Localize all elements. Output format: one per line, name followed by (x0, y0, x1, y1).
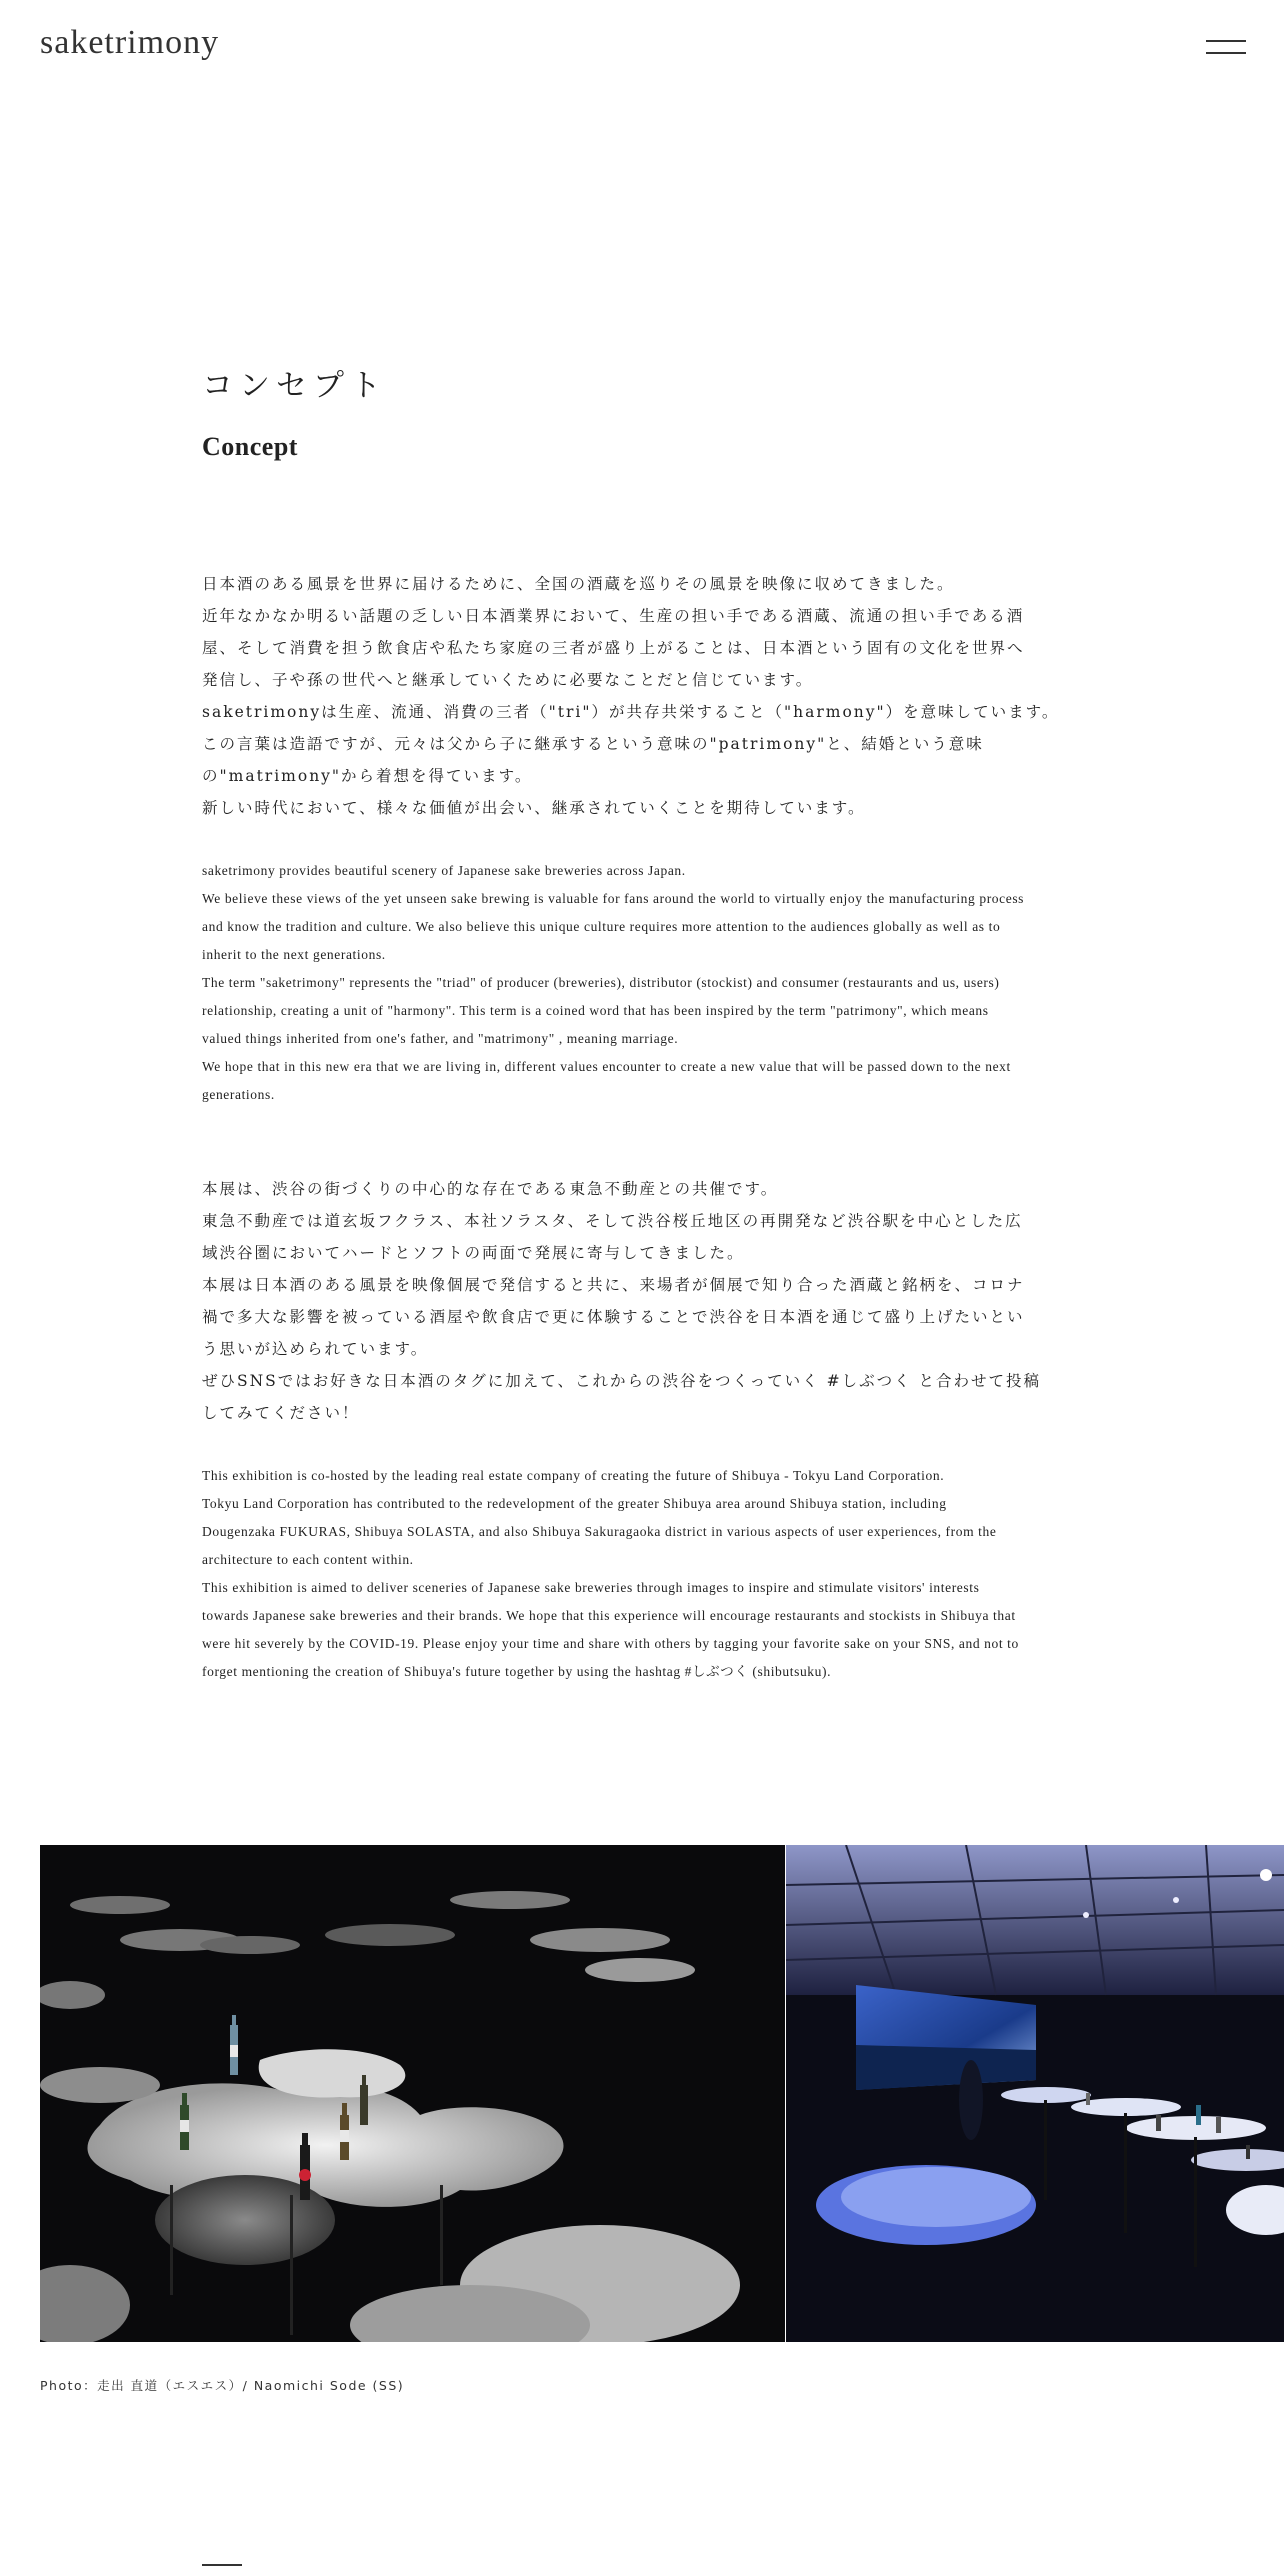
text-line: 日本酒のある風景を世界に届けるために、全国の酒蔵を巡りその風景を映像に収めてきました。 (202, 575, 955, 593)
text-line: valued things inherited from one's father, and "matrimony" , meaning marriage. (202, 1031, 679, 1046)
text-line: の"matrimony"から着想を得ています。 (202, 767, 533, 785)
text-line: were hit severely by the COVID-19. Please enjoy your time and share with others by tagging your favorite sake on your SNS, and not to (202, 1636, 1019, 1651)
text-line: The term "saketrimony" represents the "triad" of producer (breweries), distributor (stockist) and consumer (restaurants and us, users) (202, 975, 1000, 990)
text-line: This exhibition is co-hosted by the leading real estate company of creating the future of Shibuya - Tokyu Land Corporation. (202, 1468, 945, 1483)
text-line: してみてください！ (202, 1404, 360, 1422)
text-line: 屋、そして消費を担う飲食店や私たち家庭の三者が盛り上がることは、日本酒という固有の文化を世界へ (202, 639, 1025, 657)
hamburger-menu-button[interactable] (1200, 36, 1246, 60)
text-line: 禍で多大な影響を被っている酒屋や飲食店で更に体験することで渋谷を日本酒を通じて盛り上げたいとい (202, 1308, 1025, 1326)
concept-ja-paragraph-2 (202, 1173, 1082, 1429)
text-line: 近年なかなか明るい話題の乏しい日本酒業界において、生産の担い手である酒蔵、流通の担い手である酒 (202, 607, 1025, 625)
next-section-heading-fragment (202, 2552, 262, 2568)
text-line: inherit to the next generations. (202, 947, 386, 962)
concept-ja-paragraph-1 (202, 568, 1082, 824)
menu-line-icon (1206, 40, 1246, 42)
text-line: 域渋谷圏においてハードとソフトの両面で発展に寄与してきました。 (202, 1244, 745, 1262)
text-line: generations. (202, 1087, 275, 1102)
text-line: towards Japanese sake breweries and their brands. We hope that this experience will encourage restaurants and stockists in Shibuya that (202, 1608, 1016, 1623)
text-line: 発信し、子や孫の世代へと継承していくために必要なことだと信じています。 (202, 671, 814, 689)
exhibition-photo-tables[interactable] (40, 1845, 785, 2342)
section-title-ja: コンセプト (202, 368, 387, 404)
text-line: We hope that in this new era that we are living in, different values encounter to create a new value that will be passed down to the next (202, 1059, 1011, 1074)
text-line: architecture to each content within. (202, 1552, 414, 1567)
text-line: ぜひSNSではお好きな日本酒のタグに加えて、これからの渋谷をつくっていく #しぶつく と合わせて投稿 (202, 1372, 1042, 1390)
text-line: この言葉は造語ですが、元々は父から子に継承するという意味の"patrimony"と、結婚という意味 (202, 735, 984, 753)
text-line: relationship, creating a unit of "harmony". This term is a coined word that has been inspired by the term "patrimony", which means (202, 1003, 989, 1018)
text-line: Tokyu Land Corporation has contributed to the redevelopment of the greater Shibuya area around Shibuya station, including (202, 1496, 947, 1511)
text-line: 本展は日本酒のある風景を映像個展で発信すると共に、来場者が個展で知り合った酒蔵と銘柄を、コロナ (202, 1276, 1025, 1294)
exhibition-photo-hall[interactable] (786, 1845, 1284, 2342)
section-title-en: Concept (202, 432, 298, 461)
text-line: 本展は、渋谷の街づくりの中心的な存在である東急不動産との共催です。 (202, 1180, 779, 1198)
site-logo[interactable]: saketrimony (40, 24, 220, 61)
concept-en-paragraph-1 (202, 857, 1082, 1109)
text-line: Dougenzaka FUKURAS, Shibuya SOLASTA, and also Shibuya Sakuragaoka district in various aspects of user experiences, from the (202, 1524, 997, 1539)
text-line: saketrimony provides beautiful scenery of Japanese sake breweries across Japan. (202, 863, 686, 878)
text-line: う思いが込められています。 (202, 1340, 429, 1358)
text-line: 東急不動産では道玄坂フクラス、本社ソラスタ、そして渋谷桜丘地区の再開発など渋谷駅を中心とした広 (202, 1212, 1023, 1230)
text-line: We believe these views of the yet unseen sake brewing is valuable for fans around the world to virtually enjoy the manufacturing process (202, 891, 1025, 906)
text-line: and know the tradition and culture. We also believe this unique culture requires more attention to the audiences globally as well as to (202, 919, 1001, 934)
menu-line-icon (1206, 52, 1246, 54)
text-line: forget mentioning the creation of Shibuya's future together by using the hashtag #しぶつく (shibutsuku). (202, 1664, 832, 1679)
text-line: 新しい時代において、様々な価値が出会い、継承されていくことを期待しています。 (202, 799, 866, 817)
text-line: This exhibition is aimed to deliver sceneries of Japanese sake breweries through images to inspire and stimulate visitors' interests (202, 1580, 980, 1595)
text-line: saketrimonyは生産、流通、消費の三者（"tri"）が共存共栄すること（"harmony"）を意味しています。 (202, 703, 1060, 721)
concept-en-paragraph-2 (202, 1462, 1082, 1686)
photo-credit: Photo：走出 直道（エスエス）/ Naomichi Sode (SS) (40, 2378, 405, 2393)
